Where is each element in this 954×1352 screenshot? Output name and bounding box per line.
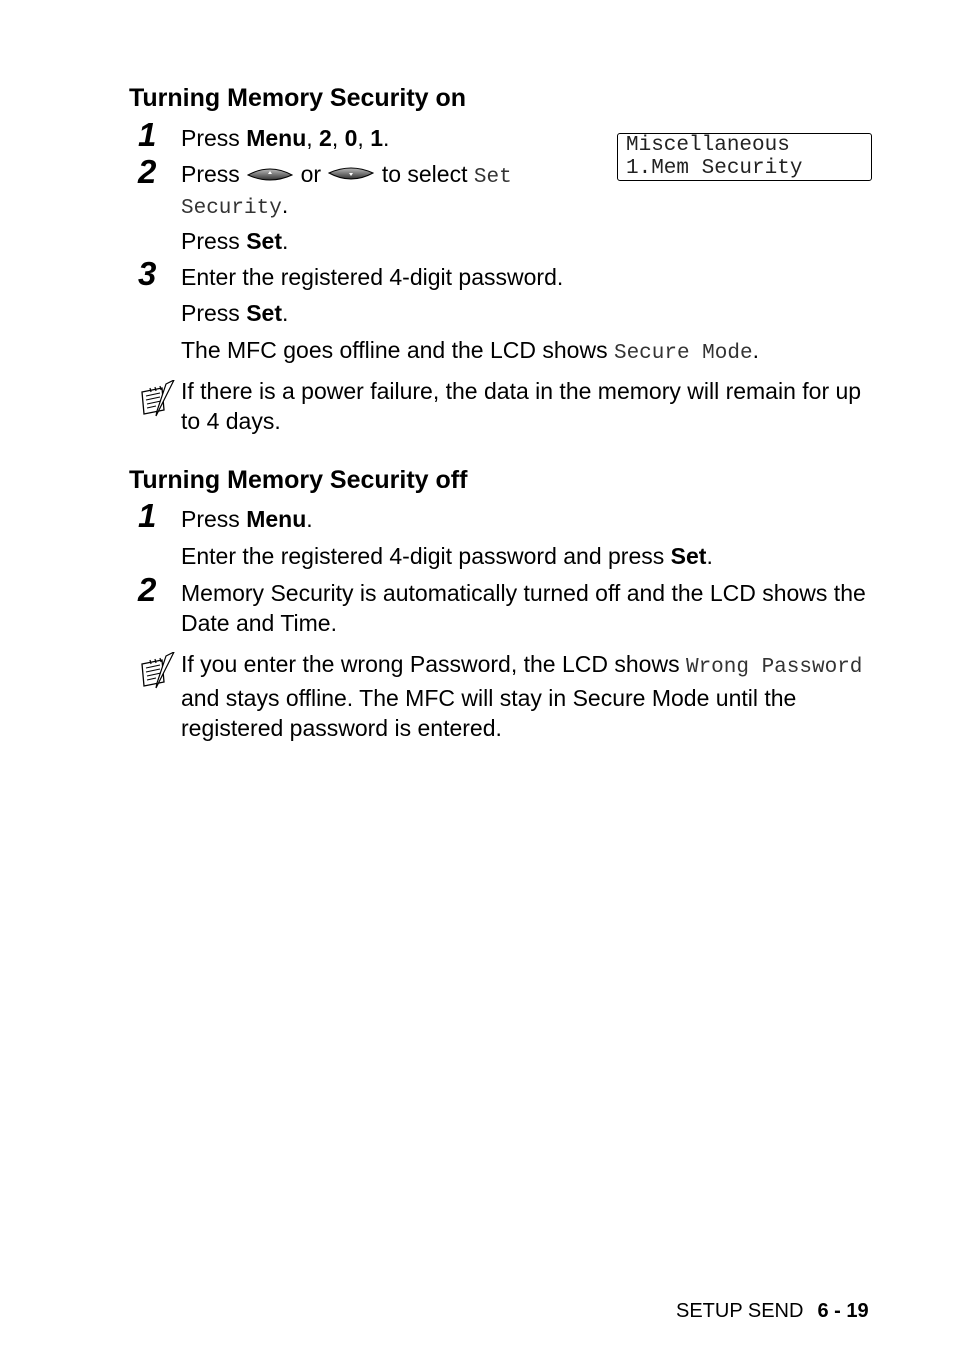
step-text — [181, 541, 713, 571]
text: . — [306, 506, 313, 532]
key-menu: Menu — [246, 506, 307, 532]
step-number: 1 — [138, 116, 157, 153]
note-text — [181, 649, 881, 743]
section-title-off: Turning Memory Security off — [129, 466, 468, 494]
page-footer — [676, 1298, 869, 1324]
text: If you enter the wrong Password, the LCD shows — [181, 651, 680, 677]
text: Press — [181, 506, 240, 532]
text: . — [706, 543, 713, 569]
footer-section: SETUP SEND — [676, 1300, 804, 1322]
step-number: 2 — [138, 153, 157, 190]
lcd-text: Set — [473, 166, 512, 189]
lcd-text: Secure Mode — [613, 342, 753, 365]
step-text — [181, 190, 288, 224]
text: . — [281, 300, 289, 326]
step-text — [181, 123, 389, 153]
page-number: 6 - 19 — [817, 1300, 869, 1322]
lcd-line-2: 1.Mem Security — [626, 157, 803, 180]
text: Enter the registered 4-digit password and press — [181, 543, 665, 569]
key-set: Set — [670, 543, 707, 569]
text: . — [281, 192, 289, 218]
step-text — [181, 504, 313, 534]
text: Press — [181, 161, 240, 187]
text: . — [752, 337, 759, 363]
step-text: Memory Security is automatically turned off and the LCD shows the Date and Time. — [181, 580, 866, 636]
step-text — [181, 159, 512, 193]
step-number: 1 — [138, 497, 157, 534]
text: Press — [181, 300, 240, 326]
key-0: 0 — [344, 125, 358, 151]
key-set: Set — [246, 228, 282, 254]
text: Press — [181, 125, 240, 151]
step-number: 2 — [138, 571, 157, 608]
lcd-text: Wrong Password — [685, 656, 863, 679]
step-text: Enter the registered 4-digit password. — [181, 264, 564, 290]
lcd-text: Security — [181, 197, 282, 220]
section-title-on: Turning Memory Security on — [129, 84, 467, 112]
note-icon — [136, 652, 176, 692]
note-icon — [136, 380, 176, 420]
up-arrow-button-icon — [246, 165, 294, 183]
key-1: 1 — [370, 125, 383, 151]
step-text — [181, 335, 759, 369]
step-number: 3 — [138, 255, 157, 292]
text: . — [281, 228, 289, 254]
text: to select — [381, 161, 468, 187]
text: and stays offline. The MFC will stay in Secure Mode until the registered password is entered. — [181, 685, 797, 741]
step-text — [181, 298, 288, 328]
step-text — [181, 226, 288, 256]
text: , — [331, 125, 339, 151]
text: or — [300, 161, 322, 187]
down-arrow-button-icon — [327, 165, 375, 183]
key-set: Set — [246, 300, 282, 326]
text: The MFC goes offline and the LCD shows — [181, 337, 608, 363]
lcd-line-1: Miscellaneous — [626, 134, 790, 157]
lcd-display — [617, 133, 872, 181]
text: , — [357, 125, 364, 151]
key-menu: Menu — [246, 125, 307, 151]
text: . — [382, 125, 390, 151]
text: , — [306, 125, 313, 151]
note-text: If there is a power failure, the data in the memory will remain for up to 4 days. — [181, 378, 862, 434]
key-2: 2 — [319, 125, 332, 151]
text: Press — [181, 228, 240, 254]
